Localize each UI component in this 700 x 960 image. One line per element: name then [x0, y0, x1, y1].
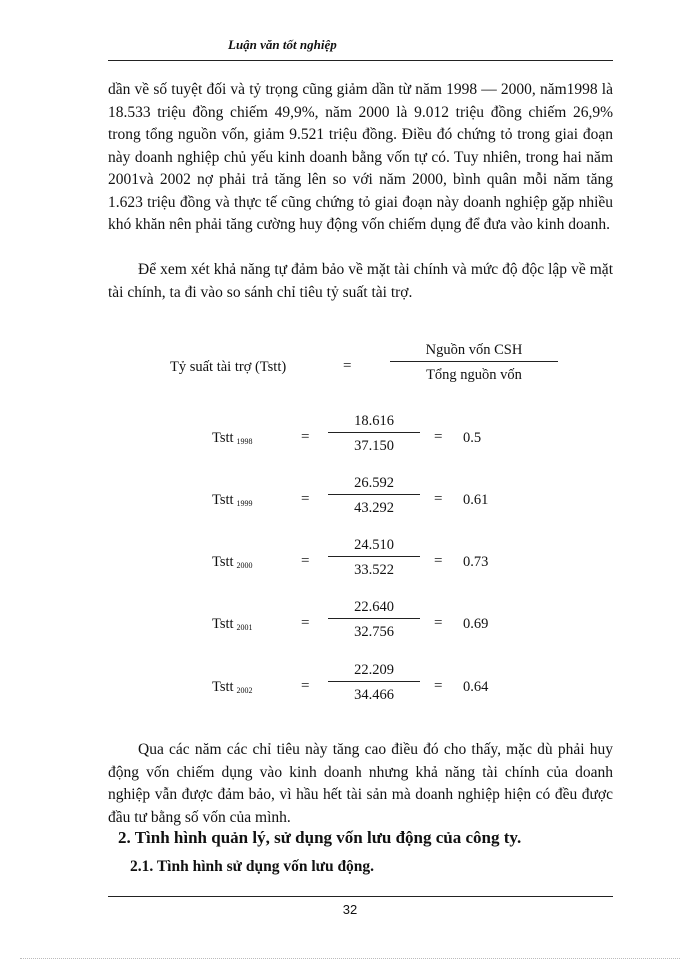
paragraph-debt-trend: dần về số tuyệt đối và tỷ trọng cũng giảm dần từ năm 1998 — 2000, năm1998 là 18.533 triệu đồng chiếm 49,9%, năm 2000 là 9.012 triệu đồng chiếm 26,9% trong tổng nguồn vốn, giảm 9.521 triệu đồng. Điều đó chứng tỏ trong giai đoạn này doanh nghiệp chủ yếu kinh doanh bằng vốn tự có. Tuy nhiên, trong hai năm 2001và 2002 nợ phải trả tăng lên so với năm 2000, bình quân mỗi năm tăng 1.623 triệu đồng và thực tế cũng chứng tỏ giai đoạn này doanh nghiệp gặp nhiều khó khăn nên phải tăng cường huy động vốn chiếm dụng để đưa vào kinh doanh.	[108, 81, 613, 233]
ratio-result: 0.5	[463, 430, 482, 446]
ratio-equals: =	[301, 491, 310, 507]
ratio-result: 0.61	[463, 492, 489, 508]
ratio-denominator: 43.292	[354, 500, 394, 516]
formula-denominator: Tổng nguồn vốn	[426, 367, 522, 383]
paragraph-conclusion: Qua các năm các chỉ tiêu này tăng cao điều đó cho thấy, mặc dù phải huy động vốn chiếm dụng vào kinh doanh nhưng khả năng tài chính của doanh nghiệp vẫn được đảm bảo, vì hầu hết tài sản mà doanh nghiệp hiện có đều được đầu tư bằng số vốn của mình.	[108, 741, 613, 826]
ratio-symbol: Tstt	[212, 430, 234, 446]
result-equals: =	[434, 615, 443, 631]
ratio-fraction	[328, 597, 420, 643]
formula-label: Tỷ suất tài trợ (Tstt)	[170, 359, 287, 375]
ratio-label	[212, 554, 253, 571]
ratio-fraction	[328, 535, 420, 581]
ratio-result: 0.69	[463, 616, 489, 632]
formula-numerator: Nguồn vốn CSH	[425, 342, 523, 358]
formula-equals: =	[343, 358, 352, 374]
ratio-symbol: Tstt	[212, 679, 234, 695]
result-equals: =	[434, 429, 443, 445]
header-divider	[108, 60, 613, 61]
subsection-heading: 2.1. Tình hình sử dụng vốn lưu động.	[130, 858, 375, 875]
ratio-symbol: Tstt	[212, 554, 234, 570]
ratio-numerator: 22.640	[354, 599, 394, 615]
running-header: Luận văn tốt nghiệp	[228, 37, 337, 52]
ratio-label	[212, 679, 253, 696]
ratio-denominator: 37.150	[354, 438, 394, 454]
ratio-year: 1998	[236, 437, 253, 446]
result-equals: =	[434, 491, 443, 507]
ratio-fraction	[328, 411, 420, 457]
section-heading: 2. Tình hình quản lý, sử dụng vốn lưu động của công ty.	[118, 828, 522, 847]
ratio-symbol: Tstt	[212, 616, 234, 632]
formula-fraction	[390, 340, 558, 386]
ratio-label	[212, 492, 253, 509]
ratio-label	[212, 430, 253, 447]
ratio-year: 2000	[236, 561, 253, 570]
ratio-year: 2001	[236, 623, 253, 632]
result-equals: =	[434, 678, 443, 694]
page-edge	[20, 958, 680, 959]
ratio-numerator: 22.209	[354, 662, 394, 678]
ratio-symbol: Tstt	[212, 492, 234, 508]
ratio-fraction	[328, 660, 420, 706]
ratio-numerator: 18.616	[354, 413, 394, 429]
result-equals: =	[434, 553, 443, 569]
ratio-equals: =	[301, 553, 310, 569]
ratio-numerator: 26.592	[354, 475, 394, 491]
ratio-equals: =	[301, 615, 310, 631]
ratio-denominator: 33.522	[354, 562, 394, 578]
ratio-equals: =	[301, 678, 310, 694]
ratio-year: 1999	[236, 499, 253, 508]
footer-divider	[108, 896, 613, 897]
paragraph-financing-intro: Để xem xét khả năng tự đảm bảo về mặt tài chính và mức độ độc lập về mặt tài chính, ta đi vào so sánh chỉ tiêu tỷ suất tài trợ.	[108, 261, 613, 301]
ratio-result: 0.64	[463, 679, 489, 695]
page-number: 32	[342, 902, 358, 917]
fraction-bar	[328, 432, 420, 433]
fraction-bar	[328, 494, 420, 495]
ratio-year: 2002	[236, 686, 253, 695]
ratio-label	[212, 616, 253, 633]
ratio-result: 0.73	[463, 554, 489, 570]
ratio-fraction	[328, 473, 420, 519]
ratio-equals: =	[301, 429, 310, 445]
fraction-bar	[390, 361, 558, 362]
fraction-bar	[328, 681, 420, 682]
fraction-bar	[328, 556, 420, 557]
ratio-denominator: 32.756	[354, 624, 394, 640]
ratio-denominator: 34.466	[354, 687, 394, 703]
fraction-bar	[328, 618, 420, 619]
ratio-numerator: 24.510	[354, 537, 394, 553]
